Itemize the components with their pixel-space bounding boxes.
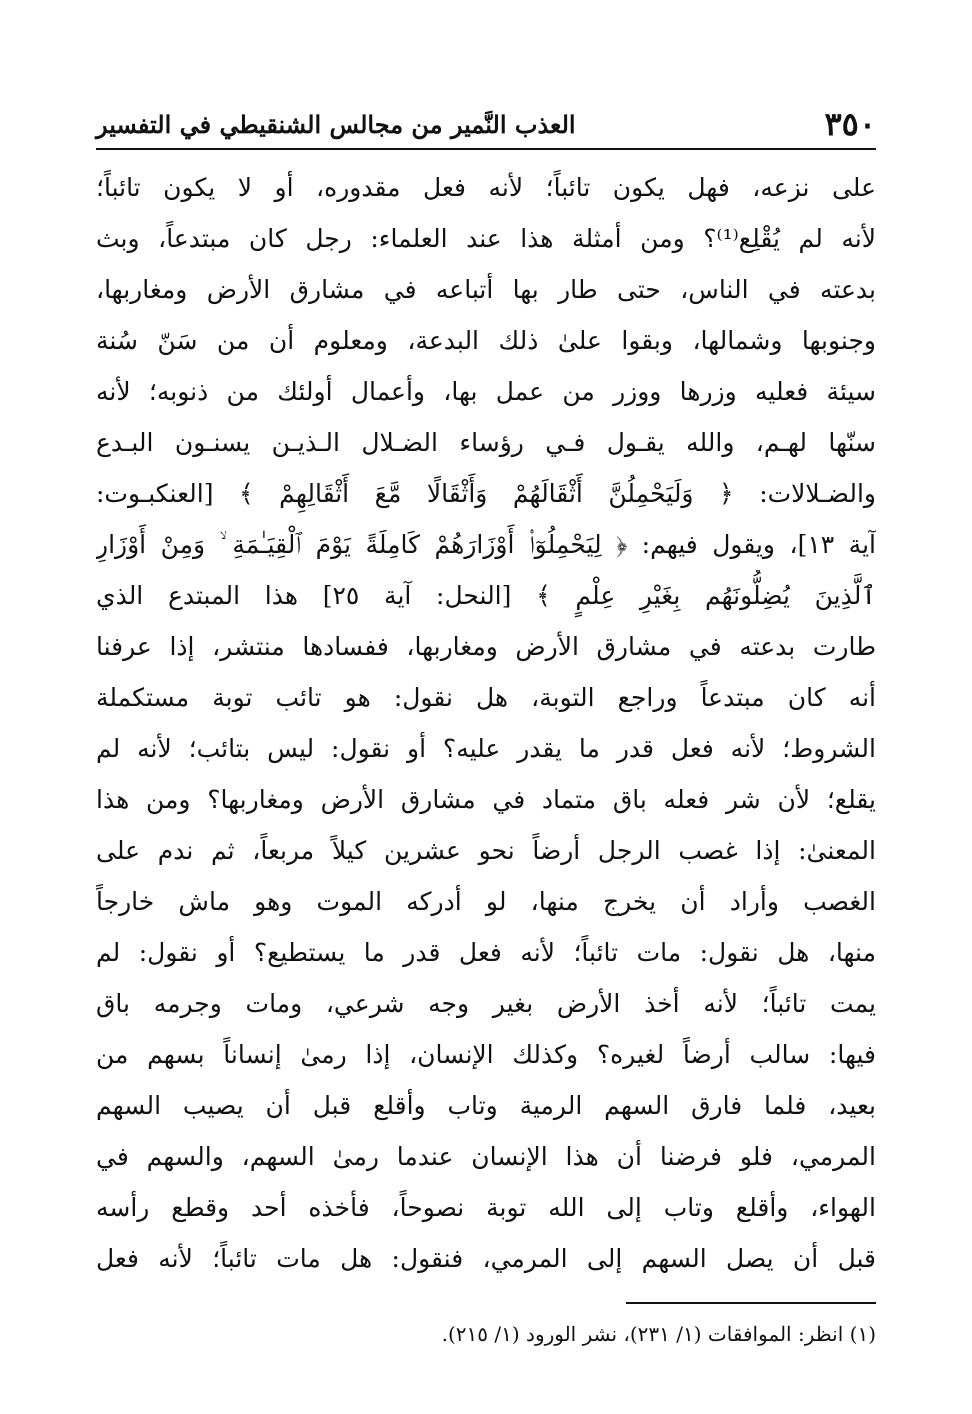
text-line: المرمي، فلو فرضنا أن هذا الإنسان عندما رمىٰ السهم، والسهم في	[96, 1142, 876, 1171]
text-line: فيها: سالب أرضاً لغيره؟ وكذلك الإنسان، إذا رمىٰ إنساناً بسهم من	[96, 1040, 876, 1069]
page-header	[96, 102, 876, 150]
text-line: بدعته في الناس، حتى طار بها أتباعه في مشارق الأرض ومغاربها،	[96, 275, 876, 304]
text-line: أنه كان مبتدعاً وراجع التوبة، هل نقول: هو تائب توبة مستكملة	[96, 683, 876, 712]
text-line: المعنىٰ: إذا غصب الرجل أرضاً نحو عشرين كيلاً مربعاً، ثم ندم على	[96, 836, 876, 865]
text-line: بعيد، فلما فارق السهم الرمية وتاب وأقلع قبل أن يصيب السهم	[96, 1091, 876, 1120]
text-line: يمت تائباً؛ لأنه أخذ الأرض بغير وجه شرعي، ومات وجرمه باق	[96, 989, 876, 1018]
text-line: سنّها لهـم، والله يقـول فـي رؤساء الضـلال الـذيـن يسنـون البـدع	[96, 428, 876, 457]
footnote: (١) انظر: الموافقات (١/ ٢٣١)، نشر الورود (١/ ٢١٥).	[441, 1322, 876, 1346]
body-text	[96, 162, 876, 1284]
text-line: الغصب وأراد أن يخرج منها، لو أدركه الموت وهو ماش خارجاً	[96, 887, 876, 916]
text-line: يقلع؛ لأن شر فعله باق متماد في مشارق الأرض ومغاربها؟ ومن هذا	[96, 785, 876, 814]
text-line: الشروط؛ لأنه فعل قدر ما يقدر عليه؟ أو نقول: ليس بتائب؛ لأنه لم	[96, 734, 876, 763]
text-line: والضـلالات: ﴿ وَلَيَحْمِلُنَّ أَثْقَالَهُمْ وَأَثْقَالًا مَّعَ أَثْقَالِهِمْ ﴾ [العنكبـوت:	[96, 479, 876, 508]
text-line: منها، هل نقول: مات تائباً؛ لأنه فعل قدر ما يستطيع؟ أو نقول: لم	[96, 938, 876, 967]
page-number: ٣٥٠	[824, 105, 876, 143]
running-title: العذب النَّمير من مجالس الشنقيطي في التفسير	[96, 110, 576, 139]
text-line: وجنوبها وشمالها، وبقوا علىٰ ذلك البدعة، ومعلوم أن من سَنّ سُنة	[96, 326, 876, 355]
text-line: سيئة فعليه وزرها ووزر من عمل بها، وأعمال أولئك من ذنوبه؛ لأنه	[96, 377, 876, 406]
text-line: لأنه لم يُقْلِع⁽¹⁾؟ ومن أمثلة هذا عند العلماء: رجل كان مبتدعاً، وبث	[96, 224, 876, 253]
footnote-separator	[626, 1302, 876, 1304]
text-line: طارت بدعته في مشارق الأرض ومغاربها، ففسادها منتشر، إذا عرفنا	[96, 632, 876, 661]
text-line: ٱلَّذِينَ يُضِلُّونَهُم بِغَيْرِ عِلْمٍ ﴾ [النحل: آية ٢٥] هذا المبتدع الذي	[96, 581, 876, 610]
text-line: الهواء، وأقلع وتاب إلى الله توبة نصوحاً، فأخذه أحد وقطع رأسه	[96, 1193, 876, 1222]
text-line: قبل أن يصل السهم إلى المرمي، فنقول: هل مات تائباً؛ لأنه فعل	[96, 1244, 876, 1273]
text-line: على نزعه، فهل يكون تائباً؛ لأنه فعل مقدوره، أو لا يكون تائباً؛	[96, 173, 876, 202]
text-line: آية ١٣]، ويقول فيهم: ﴿ لِيَحْمِلُوٓا۟ أَوْزَارَهُمْ كَامِلَةً يَوْمَ ٱلْقِيَـٰمَةِ ۙ وَمِنْ أَوْزَارِ	[96, 530, 876, 559]
